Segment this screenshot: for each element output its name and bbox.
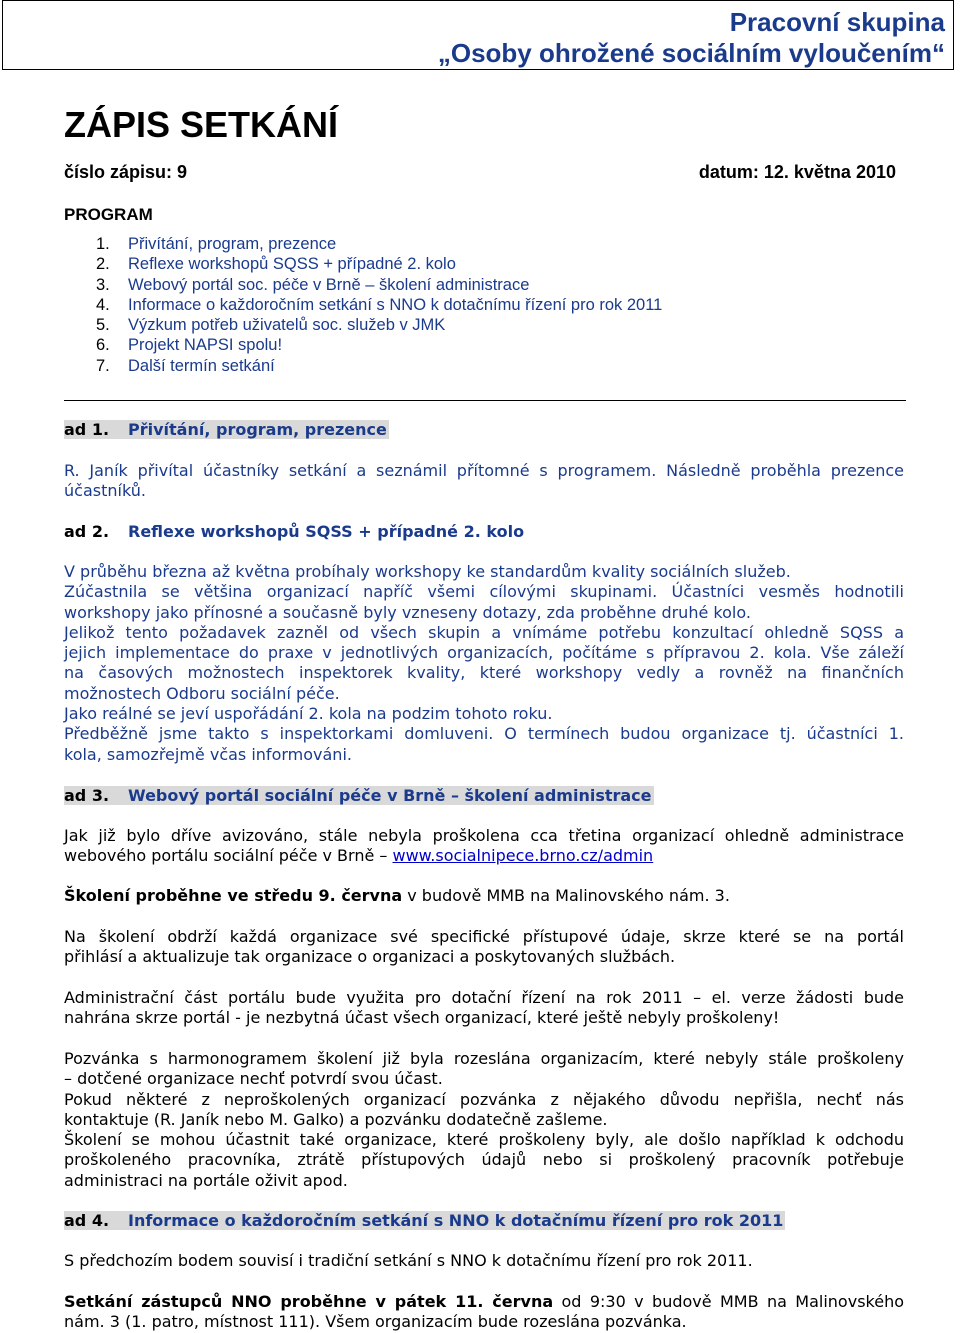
section-number: ad 3. [64, 786, 110, 805]
program-item: 1. Přivítání, program, prezence [96, 235, 337, 253]
meta-row [64, 162, 896, 183]
header-line-2: „Osoby ohrožené sociálním vyloučením“ [437, 38, 945, 68]
section-3-paragraph-3: Na školení obdrží každá organizace své specifické přístupové údaje, skrze které se na portál přihlásí a aktualizuje tak organizace o organizaci a poskytovaných službách. [64, 927, 904, 967]
program-item: 4. Informace o každoročním setkání s NNO k dotačnímu řízení pro rok 2011 [96, 295, 663, 314]
section-2-paragraph: V průběhu března až května probíhaly workshopy ke standardům kvality sociálních služeb. Zúčastnila se většina organizací napříč všemi cílovými skupinami. Účastníci vesměs hodnotili workshopy jako přínosné a současně byly vzneseny dotazy, zda proběhne druhé kolo. Jelikož tento požadavek zazněl od všech skupin a vnímáme potřebu konzultací ohledně SQSS a jejich implementace do praxe v jednotlivých organizacích, počítáme s přípravou 2. kola. Vše záleží na časových možnostech inspektorek kvality, které workshopy vedly a rovněž na finančních možnostech Odboru sociální péče. Jako reálné se jeví uspořádání 2. kola na podzim tohoto roku. Předběžně jsme takto s inspektorkami domluveni. O termínech budou organizace tj. účastníci 1. kola, samozřejmě včas informováni. [64, 562, 904, 764]
section-number: ad 2. [64, 522, 110, 541]
section-4-paragraph-2: Setkání zástupců NNO proběhne v pátek 11. června od 9:30 v budově MMB na Malinovského nám. 3 (1. patro, místnost 111). Všem organizacím bude rozeslána pozvánka. [64, 1292, 904, 1332]
divider [64, 400, 906, 401]
section-title: Informace o každoročním setkání s NNO k dotačnímu řízení pro rok 2011 [128, 1211, 784, 1230]
record-number: číslo zápisu: 9 [64, 162, 188, 182]
section-4-paragraph-1: S předchozím bodem souvisí i tradiční setkání s NNO k dotačnímu řízení pro rok 2011. [64, 1251, 753, 1270]
meeting-date: datum: 12. května 2010 [698, 162, 896, 182]
program-item: 3. Webový portál soc. péče v Brně – školení administrace [96, 275, 530, 294]
section-number: ad 4. [64, 1211, 110, 1230]
section-3-paragraph-2: Školení proběhne ve středu 9. června v budově MMB na Malinovského nám. 3. [64, 886, 730, 905]
section-3-heading [64, 786, 904, 805]
section-1-paragraph: R. Janík přivítal účastníky setkání a seznámil přítomné s programem. Následně proběhla prezence účastníků. [64, 461, 904, 501]
header-line-1: Pracovní skupina [729, 7, 945, 37]
section-4-heading [64, 1211, 904, 1230]
section-3-paragraph-4: Administrační část portálu bude využita pro dotační řízení na rok 2011 – el. verze žádosti bude nahrána skrze portál - je nezbytná účast všech organizací, které ještě nebyly proškoleny! [64, 988, 904, 1028]
section-title: Webový portál sociální péče v Brně – školení administrace [128, 786, 652, 805]
section-3-paragraph-1: Jak již bylo dříve avizováno, stále nebyla proškolena cca třetina organizací ohledně administrace webového portálu sociální péče v Brně – www.socialnipece.brno.cz/admin [64, 826, 904, 866]
program-label: PROGRAM [64, 205, 153, 224]
program-list [96, 234, 662, 376]
section-title: Reflexe workshopů SQSS + případné 2. kolo [128, 522, 525, 541]
section-3-paragraph-5: Pozvánka s harmonogramem školení již byla rozeslána organizacím, které nebyly stále proškoleny – dotčené organizace nechť potvrdí svou účast. Pokud některé z neproškolených organizací pozvánka z nějakého důvodu nepřišla, nechť nás kontaktuje (R. Janík nebo M. Galko) a pozvánku dodatečně zašleme. Školení se mohou účastnit také organizace, které proškoleny byly, ale došlo například k odchodu proškoleného pracovníka, ztrátě přístupových údajů nebo si proškolený pracovník potřebuje administraci na portále oživit apod. [64, 1049, 904, 1190]
section-title: Přivítání, program, prezence [128, 420, 387, 439]
page-title: ZÁPIS SETKÁNÍ [64, 104, 339, 145]
program-item: 5. Výzkum potřeb uživatelů soc. služeb v JMK [96, 316, 446, 335]
section-number: ad 1. [64, 420, 110, 439]
header-box [2, 0, 954, 70]
portal-link[interactable]: www.socialnipece.brno.cz/admin [392, 846, 654, 866]
program-item: 2. Reflexe workshopů SQSS + případné 2. kolo [96, 255, 456, 274]
section-1-heading [64, 420, 904, 439]
program-item: 6. Projekt NAPSI spolu! [96, 336, 283, 355]
program-item: 7. Další termín setkání [96, 356, 275, 375]
section-2-heading [64, 522, 904, 541]
